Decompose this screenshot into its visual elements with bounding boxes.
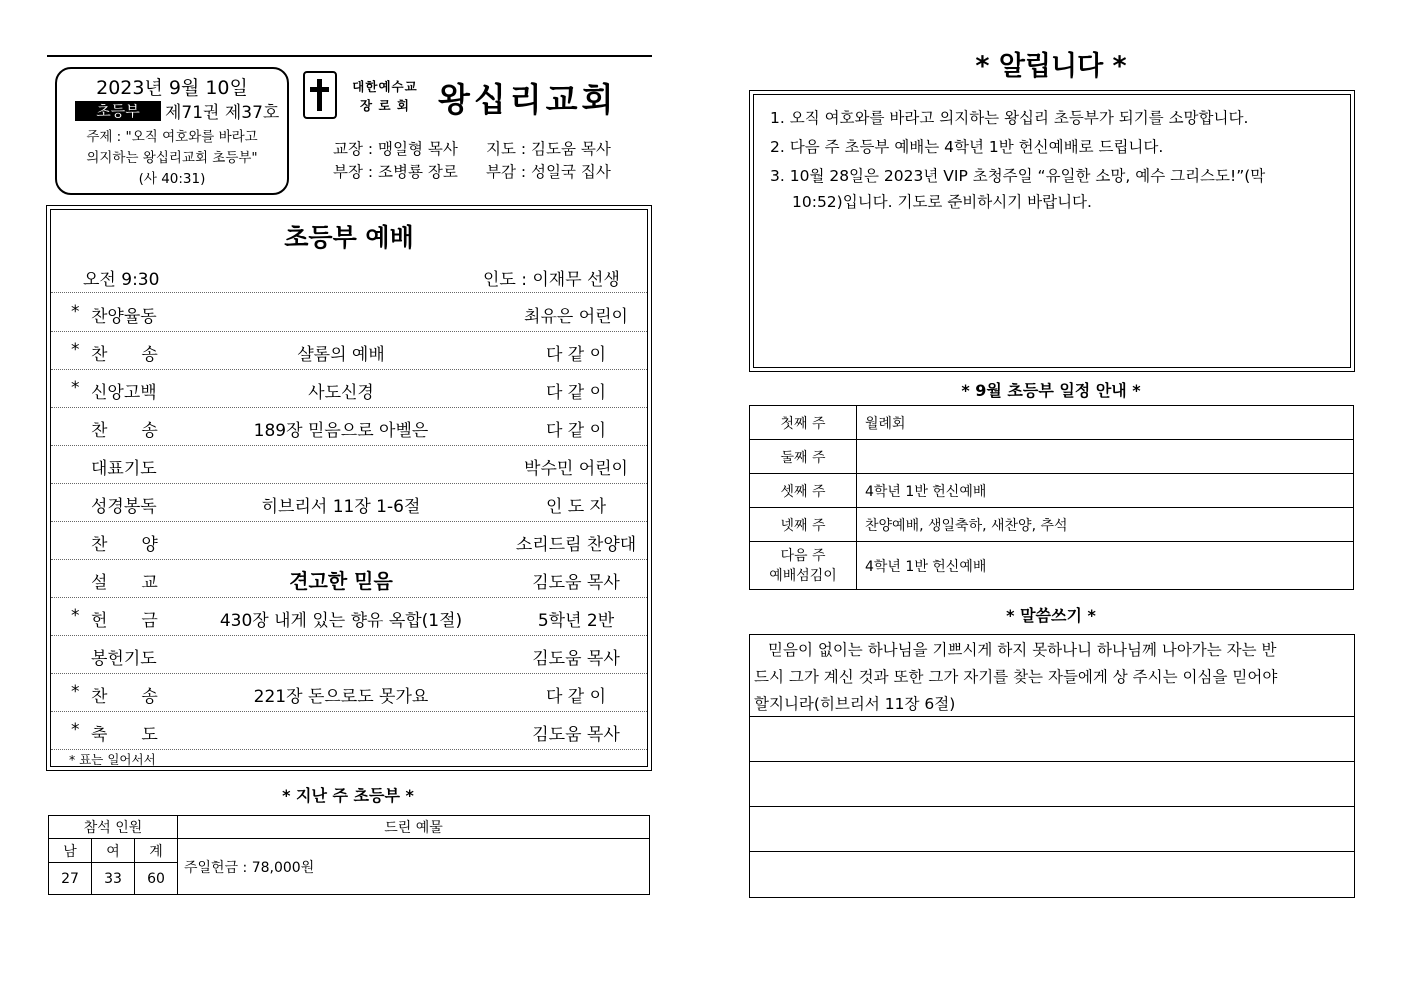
row-star: * <box>71 720 80 740</box>
worship-order-box <box>46 205 652 771</box>
issue-info-box <box>55 67 289 195</box>
worship-row <box>51 673 647 712</box>
row-item: 성경봉독 <box>91 497 157 517</box>
notice-item-1: 1. 오직 여호와를 바라고 의지하는 왕십리 초등부가 되기를 소망합니다. <box>770 109 1249 127</box>
schedule-title: * 9월 초등부 일정 안내 * <box>961 381 1141 400</box>
table-row: 셋째 주 4학년 1반 헌신예배 <box>750 474 1354 508</box>
row-item: 찬 송 <box>91 687 158 707</box>
row-title: 견고한 믿음 <box>289 569 393 593</box>
total-header: 계 <box>135 839 178 863</box>
female-header: 여 <box>92 839 135 863</box>
row-presenter: 다 같 이 <box>545 345 607 365</box>
row-item: 찬 송 <box>91 421 158 441</box>
offering-header: 드린 예물 <box>178 816 650 839</box>
row-star: * <box>71 606 80 626</box>
worship-title: 초등부 예배 <box>284 223 414 252</box>
top-rule <box>47 55 652 57</box>
row-presenter: 김도움 목사 <box>532 725 620 745</box>
worship-row <box>51 369 647 408</box>
offering-value: 주일헌금 : 78,000원 <box>178 839 650 895</box>
table-row: 넷째 주 찬양예배, 생일축하, 새찬양, 추석 <box>750 508 1354 542</box>
notice-item-3: 3. 10월 28일은 2023년 VIP 초청주일 “유일한 소망, 예수 그리스도!”(막 <box>770 167 1266 185</box>
scripture-title: * 말씀쓰기 * <box>1006 606 1096 625</box>
last-week-table <box>48 815 650 895</box>
writing-line <box>750 761 1354 762</box>
worship-row <box>51 597 647 636</box>
female-count: 33 <box>92 863 135 895</box>
worship-row <box>51 293 647 332</box>
scripture-box <box>749 634 1355 898</box>
department-badge: 초등부 <box>75 101 161 121</box>
row-star: * <box>71 682 80 702</box>
worship-row <box>51 483 647 522</box>
worship-footnote: * 표는 일어서서 <box>69 752 156 767</box>
table-row: 둘째 주 <box>750 440 1354 474</box>
row-star: * <box>71 340 80 360</box>
row-item: 설 교 <box>91 573 158 593</box>
row-item: 축 도 <box>91 725 158 745</box>
row-presenter: 인 도 자 <box>545 497 607 517</box>
writing-line <box>750 716 1354 717</box>
row-presenter: 박수민 어린이 <box>524 459 628 479</box>
worship-row <box>51 445 647 484</box>
row-star: * <box>71 378 80 398</box>
worship-row <box>51 521 647 560</box>
row-item: 헌 금 <box>91 611 158 631</box>
row-title: 430장 내게 있는 향유 옥합(1절) <box>219 611 463 631</box>
worship-row <box>51 635 647 674</box>
notice-item-2: 2. 다음 주 초등부 예배는 4학년 1반 헌신예배로 드립니다. <box>770 138 1164 156</box>
notice-item-3-cont: 10:52)입니다. 기도로 준비하시기 바랍니다. <box>792 193 1092 211</box>
row-title: 히브리서 11장 1-6절 <box>261 497 421 517</box>
row-presenter: 5학년 2반 <box>537 611 615 631</box>
worship-leader: 인도 : 이재무 선생 <box>483 270 620 290</box>
row-title: 189장 믿음으로 아벨은 <box>253 421 429 441</box>
row-item: 찬 양 <box>91 535 158 555</box>
row-presenter: 다 같 이 <box>545 687 607 707</box>
notice-box <box>749 90 1355 372</box>
issue-date: 2023년 9월 10일 <box>96 77 248 99</box>
scripture-text: 믿음이 없이는 하나님을 기쁘시게 하지 못하나니 하나님께 나아가는 자는 반 드시 그가 계신 것과 또한 그가 자기를 찾는 자들에게 상 주시는 이심을 믿어야 할지니라(히브리서 11장 6절) <box>754 641 1278 713</box>
staff-deputy: 부감 : 성일국 집사 <box>486 163 611 181</box>
next-week-event: 4학년 1반 헌신예배 <box>857 542 1354 590</box>
next-week-label: 다음 주 예배섬김이 <box>750 542 857 590</box>
row-star: * <box>71 302 80 322</box>
row-item: 봉헌기도 <box>91 649 157 669</box>
last-week-title: * 지난 주 초등부 * <box>282 786 414 805</box>
worship-row <box>51 559 647 598</box>
cross-logo-icon <box>303 71 337 119</box>
total-count: 60 <box>135 863 178 895</box>
worship-row <box>51 407 647 446</box>
row-title: 샬롬의 예배 <box>297 345 385 365</box>
row-item: 대표기도 <box>91 459 157 479</box>
male-count: 27 <box>49 863 92 895</box>
table-row <box>750 542 1354 590</box>
male-header: 남 <box>49 839 92 863</box>
theme-text: 주제 : "오직 여호와를 바라고 의지하는 왕십리교회 초등부" (사 40:31) <box>86 129 258 187</box>
row-presenter: 최유은 어린이 <box>524 307 628 327</box>
row-presenter: 김도움 목사 <box>532 649 620 669</box>
row-presenter: 다 같 이 <box>545 383 607 403</box>
attendance-header: 참석 인원 <box>49 816 178 839</box>
row-title: 사도신경 <box>308 383 374 403</box>
writing-line <box>750 851 1354 852</box>
row-item: 신앙고백 <box>91 383 157 403</box>
schedule-table <box>749 405 1354 590</box>
row-item: 찬 송 <box>91 345 158 365</box>
row-title: 221장 돈으로도 못가요 <box>253 687 429 707</box>
church-name: 왕십리교회 <box>438 80 618 119</box>
worship-row <box>51 331 647 370</box>
volume-number: 제71권 제37호 <box>165 103 280 123</box>
table-row: 첫째 주 월례회 <box>750 406 1354 440</box>
writing-line <box>750 806 1354 807</box>
row-presenter: 소리드림 찬양대 <box>515 535 637 555</box>
staff-principal: 교장 : 맹일형 목사 <box>333 140 458 158</box>
staff-head: 부장 : 조병룡 장로 <box>333 163 458 181</box>
worship-row <box>51 711 647 750</box>
notice-title: * 알립니다 * <box>975 51 1127 82</box>
row-presenter: 김도움 목사 <box>532 573 620 593</box>
row-item: 찬양율동 <box>91 307 157 327</box>
denomination: 대한예수교 장 로 회 <box>352 79 418 113</box>
row-presenter: 다 같 이 <box>545 421 607 441</box>
worship-time: 오전 9:30 <box>83 270 160 290</box>
staff-director: 지도 : 김도움 목사 <box>486 140 611 158</box>
